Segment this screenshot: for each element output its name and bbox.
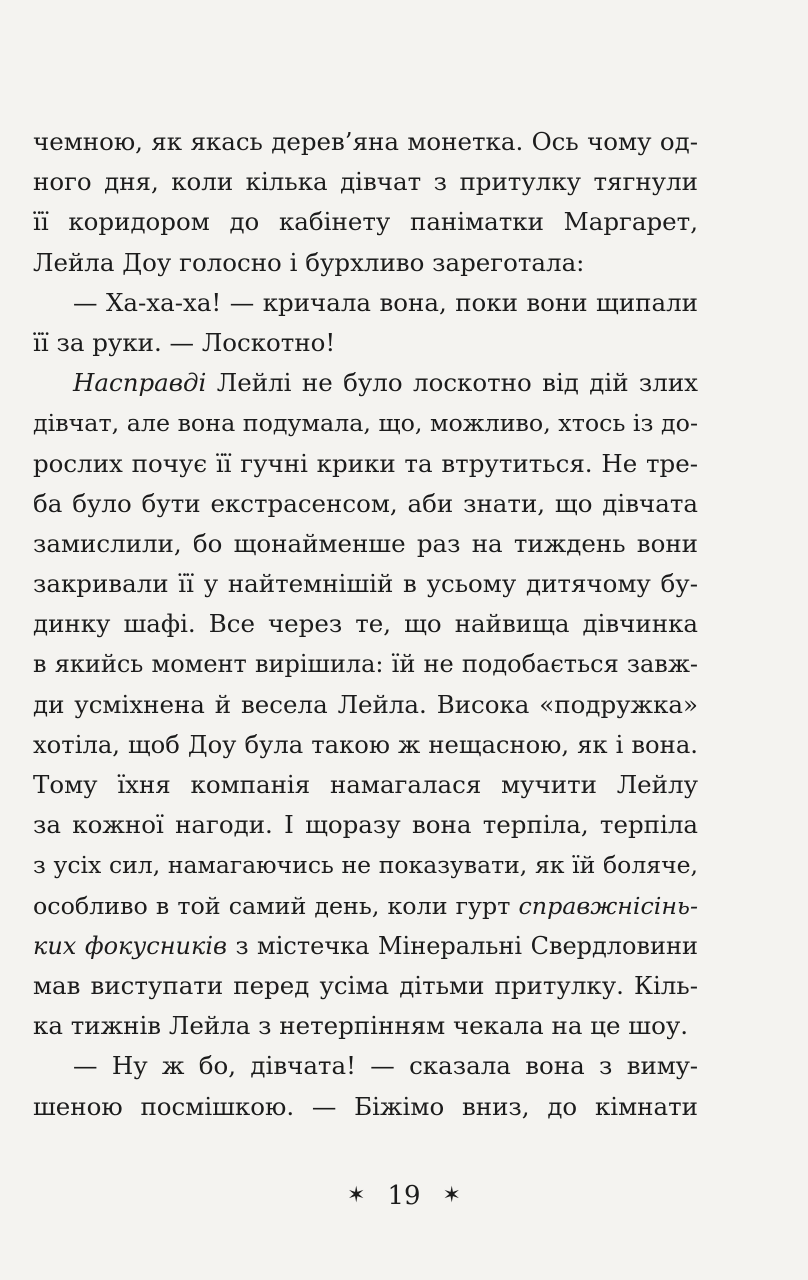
text-segment: динку шафі. Все через те, що найвища дівчинка — [33, 609, 698, 639]
ornament-right-icon: ✶ — [442, 1183, 461, 1208]
text-line — [33, 845, 698, 885]
text-line — [33, 765, 698, 805]
text-segment: закривали її у найтемнішій в усьому дитячому бу- — [33, 569, 698, 599]
text-line — [33, 403, 698, 443]
italic-text: ких фокусників — [33, 931, 227, 960]
text-segment: за кожної нагоди. І щоразу вона терпіла, терпіла — [33, 810, 698, 840]
text-line — [33, 524, 698, 564]
text-line — [33, 444, 698, 484]
text-segment: ного дня, коли кілька дівчат з притулку тягнули — [33, 167, 698, 197]
text-segment: — Ну ж бо, дівчата! — сказала вона з вимy- — [73, 1051, 698, 1081]
text-line — [33, 323, 698, 363]
text-segment: — Ха-ха-ха! — кричала вона, поки вони щипали — [73, 287, 698, 317]
text-segment: її за руки. — Лоскотно! — [33, 327, 336, 357]
text-line — [33, 1087, 698, 1127]
text-line — [33, 604, 698, 644]
text-segment: мав виступати перед усіма дітьми притулку. Кіль- — [33, 970, 698, 1000]
text-line — [33, 644, 698, 684]
text-segment: Тому їхня компанія намагалася мучити Лейлу — [33, 770, 698, 799]
text-segment: особливо в той самий день, коли гурт — [33, 891, 519, 920]
italic-text: справжнісінь- — [518, 891, 698, 920]
text-segment: ба було бути екстрасенсом, аби знати, що дівчата — [33, 488, 698, 518]
text-segment: з містечка Мінеральні Свердловини — [226, 931, 698, 960]
text-segment: шеною посмішкою. — Біжімо вниз, до кімнати — [33, 1091, 698, 1121]
text-line — [33, 283, 698, 323]
text-line — [33, 1006, 698, 1046]
text-line — [33, 805, 698, 845]
text-segment: Лейла Доу голосно і бурхливо зареготала: — [33, 247, 585, 277]
text-line — [33, 243, 698, 283]
text-line — [33, 484, 698, 524]
text-line — [33, 926, 698, 966]
text-segment: хотіла, щоб Доу була такою ж нещасною, як і вона. — [33, 729, 698, 759]
text-segment: замислили, бо щонайменше раз на тиждень вони — [33, 528, 698, 558]
text-line — [33, 725, 698, 765]
body-text — [33, 122, 698, 1127]
text-line — [33, 966, 698, 1006]
text-segment: з усіх сил, намагаючись не показувати, як їй боляче, — [33, 851, 698, 880]
text-segment: ди усміхнена й весела Лейла. Висока «подружка» — [33, 689, 698, 719]
text-line — [33, 202, 698, 242]
text-segment: в якийсь момент вирішила: їй не подобається завж- — [33, 650, 698, 679]
text-segment: її коридором до кабінету паніматки Маргарет, — [33, 207, 698, 237]
page-number: 19 — [387, 1181, 421, 1211]
text-line — [33, 162, 698, 202]
text-segment: рослих почує її гучні крики та втрутиться. Не тре- — [33, 448, 698, 478]
text-segment: дівчат, але вона подумала, що, можливо, хтось із до- — [33, 409, 698, 438]
ornament-left-icon: ✶ — [347, 1183, 366, 1208]
text-line — [33, 564, 698, 604]
page-footer — [0, 1176, 808, 1216]
text-line — [33, 122, 698, 162]
text-segment: Лейлі не було лоскотно від дій злих — [206, 368, 698, 398]
italic-text: Насправді — [73, 368, 207, 398]
text-line — [33, 685, 698, 725]
text-line — [33, 363, 698, 403]
text-segment: чемною, як якась дерев’яна монетка. Ось чому од- — [33, 127, 698, 156]
text-line — [33, 1046, 698, 1086]
text-line — [33, 886, 698, 926]
text-segment: ка тижнів Лейла з нетерпінням чекала на це шоу. — [33, 1011, 689, 1041]
